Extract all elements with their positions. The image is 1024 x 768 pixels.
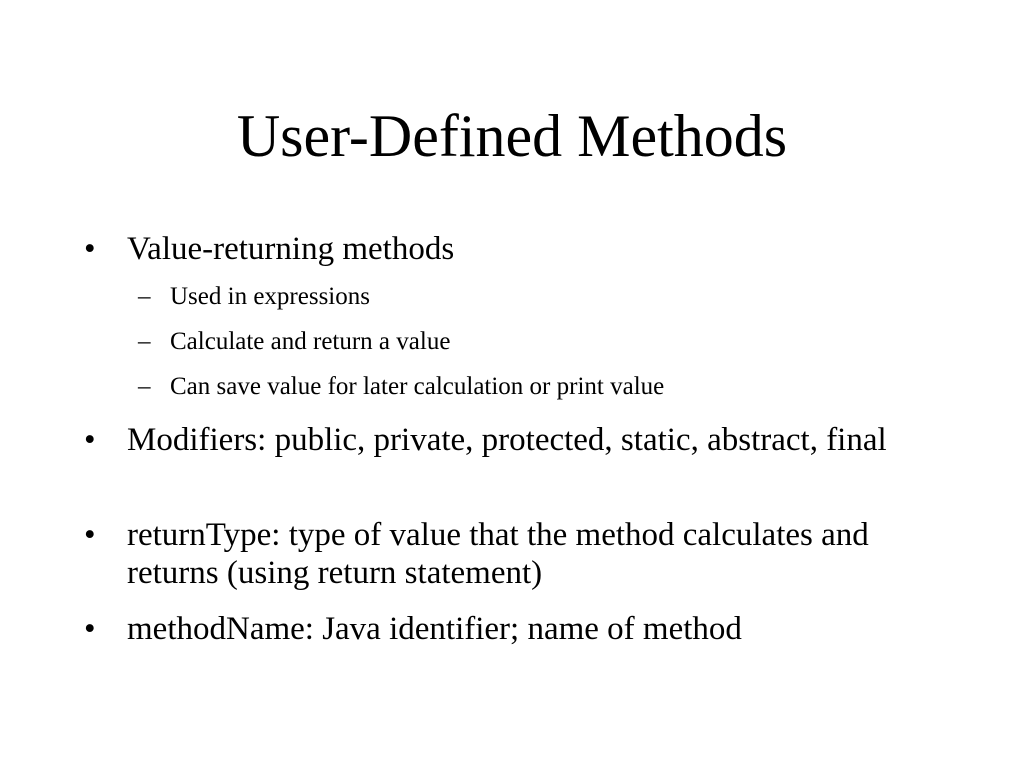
bullet-mark: •: [84, 611, 96, 647]
bullet-text: returnType: type of value that the method calculates and returns (using return statement): [127, 517, 869, 591]
subitem-calculate-and-return: [138, 327, 938, 357]
bullet-modifiers: [84, 421, 924, 459]
bullet-return-type: [84, 516, 924, 592]
subitem-mark: –: [138, 328, 151, 355]
bullet-method-name: [84, 610, 924, 648]
slide-title: User-Defined Methods: [236, 103, 788, 169]
bullet-mark: •: [84, 422, 96, 458]
subitem-used-in-expressions: [138, 282, 938, 312]
bullet-mark: •: [84, 517, 96, 553]
bullet-text: methodName: Java identifier; name of method: [127, 611, 742, 647]
subitem-can-save-value: [138, 372, 938, 402]
subitem-mark: –: [138, 283, 151, 310]
bullet-value-returning-methods: [84, 230, 924, 268]
bullet-text: Value-returning methods: [127, 231, 455, 267]
subitem-text: Used in expressions: [170, 283, 370, 310]
subitem-text: Can save value for later calculation or print value: [170, 373, 665, 400]
subitem-mark: –: [138, 373, 151, 400]
subitem-text: Calculate and return a value: [170, 328, 451, 355]
bullet-mark: •: [84, 231, 96, 267]
bullet-text: Modifiers: public, private, protected, static, abstract, final: [127, 422, 887, 458]
